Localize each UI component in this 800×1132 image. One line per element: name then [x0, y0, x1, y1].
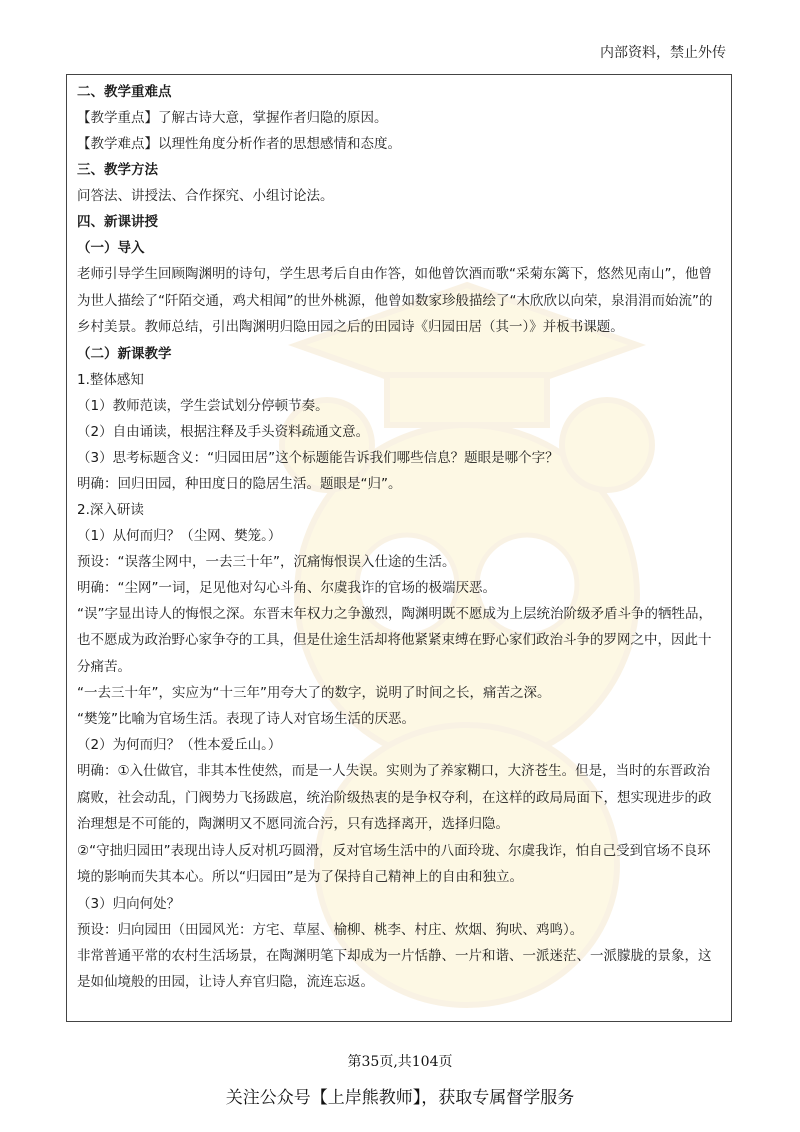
promo-text: 关注公众号【上岸熊教师】，获取专属督学服务 — [225, 1088, 575, 1108]
intro-paragraph: 老师引导学生回顾陶渊明的诗句，学生思考后自由作答，如他曾饮酒而歌“采菊东篱下，悠然见南山”，他曾为世人描绘了“阡陌交通，鸡犬相闻”的世外桃源，他曾如数家珍般描绘了“木欣欣以向荣，泉涓涓而始流”的乡村美景。教师总结，引出陶渊明归隐田园之后的田园诗《归园田居（其一）》并板书课题。 — [77, 266, 713, 335]
analysis-paragraph: “误”字显出诗人的悔恨之深。东晋末年权力之争激烈，陶渊明既不愿成为上层统治阶级矛盾斗争的牺牲品，也不愿成为政治野心家争夺的工具，但是仕途生活却将他紧紧束缚在野心家们政治斗争的罗网之中，因此十分痛苦。 — [77, 605, 712, 675]
analysis-line: “樊笼”比喻为官场生活。表现了诗人对官场生活的厌恶。 — [77, 711, 415, 727]
step-heading: 1.整体感知 — [77, 371, 144, 388]
subsection-heading: （二）新课教学 — [77, 345, 172, 362]
key-point: 【教学重点】了解古诗大意，掌握作者归隐的原因。 — [77, 110, 388, 126]
lesson-text — [77, 79, 721, 996]
subsection-heading: （一）导入 — [77, 240, 145, 256]
step-heading: 2.深入研读 — [77, 501, 144, 518]
list-item: （3）思考标题含义：“归园田居”这个标题能告诉我们哪些信息？题眼是哪个字？ — [77, 449, 559, 466]
section-heading: 三、教学方法 — [77, 162, 158, 178]
preset-answer: 预设：归向园田（田园风光：方宅、草屋、榆柳、桃李、村庄、炊烟、狗吠、鸡鸣）。 — [77, 921, 584, 938]
question: （1）从何而归？（尘网、樊笼。） — [77, 527, 282, 544]
list-item: （1）教师范读，学生尝试划分停顿节奏。 — [77, 397, 329, 414]
clarification-paragraph: 明确：①入仕做官，非其本性使然，而是一人失误。实则为了养家糊口，大济苍生。但是，当时的东晋政治腐败，社会动乱，门阀势力飞扬跋扈，统治阶级热衷的是争权夺利，在这样的政局局面下，想实现进步的政治理想是不可能的，陶渊明又不愿同流合污，只有选择离开，选择归隐。 — [77, 763, 712, 832]
lesson-content-box — [66, 74, 732, 1022]
analysis-line: “一去三十年”，实应为“十三年”用夸大了的数字，说明了时间之长，痛苦之深。 — [77, 685, 551, 701]
methods-text: 问答法、讲授法、合作探究、小组讨论法。 — [77, 188, 334, 204]
section-heading: 二、教学重难点 — [77, 84, 172, 100]
preset-answer: 预设：“误落尘网中，一去三十年”，沉痛悔恨误入仕途的生活。 — [77, 553, 456, 570]
question: （2）为何而归？（性本爱丘山。） — [77, 737, 282, 753]
difficult-point: 【教学难点】以理性角度分析作者的思想感情和态度。 — [77, 136, 401, 152]
clarification: 明确：回归田园，种田度日的隐居生活。题眼是“归”。 — [77, 475, 402, 492]
clarification: 明确：“尘网”一词，足见他对勾心斗角、尔虞我诈的官场的极端厌恶。 — [77, 579, 496, 596]
confidential-notice: 内部资料，禁止外传 — [600, 45, 726, 61]
question: （3）归向何处？ — [77, 895, 181, 912]
page-number: 第35页,共104页 — [347, 1054, 453, 1070]
list-item: （2）自由诵读，根据注释及手头资料疏通文意。 — [77, 423, 370, 440]
analysis-paragraph: 非常普通平常的农村生活场景，在陶渊明笔下却成为一片恬静、一片和谐、一派迷茫、一派朦胧的景象，这是如仙境般的田园，让诗人弃官归隐，流连忘返。 — [77, 947, 712, 990]
analysis-paragraph: ②“守拙归园田”表现出诗人反对机巧圆滑，反对官场生活中的八面玲珑、尔虞我诈，怕自己受到官场不良环境的影响而失其本心。所以“归园田”是为了保持自己精神上的自由和独立。 — [77, 842, 711, 885]
section-heading: 四、新课讲授 — [77, 214, 158, 230]
